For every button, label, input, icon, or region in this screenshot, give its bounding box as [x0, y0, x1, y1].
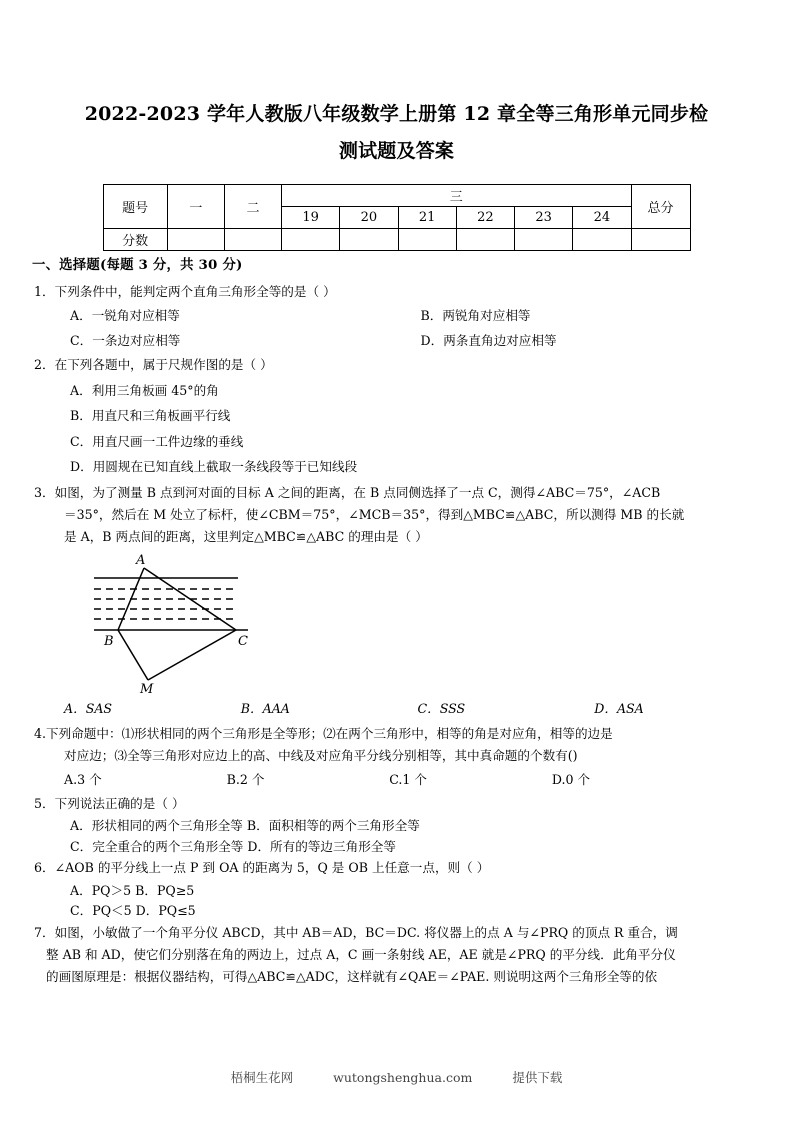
figure-label-A: A — [136, 553, 146, 569]
question-4-option-a[interactable]: A.3 个 — [64, 771, 102, 787]
exam-content — [0, 255, 793, 986]
question-1-options-row-1 — [34, 306, 771, 326]
score-table-group-three: 三 — [281, 185, 631, 207]
question-6-options-row-2[interactable]: C．PQ＜5 D．PQ≤5 — [70, 903, 196, 919]
figure-label-M: M — [140, 682, 154, 695]
score-table-subnum-19: 19 — [281, 207, 339, 229]
question-5-options-row-2[interactable]: C．完全重合的两个三角形全等 D．所有的等边三角形全等 — [70, 838, 396, 854]
question-4-stem-line-2: 对应边；⑶全等三角形对应边上的高、中线及对应角平分线分别相等，其中真命题的个数有() — [64, 748, 578, 764]
question-4 — [22, 724, 771, 790]
question-2-option-b[interactable]: B．用直尺和三角板画平行线 — [70, 408, 231, 424]
footer-action: 提供下载 — [512, 1070, 563, 1085]
question-7-stem-line-2: 整 AB 和 AD，使它们分别落在角的两边上，过点 A，C 画一条射线 AE，AE 就是∠PRQ 的平分线．此角平分仪 — [46, 947, 676, 963]
score-cell-one[interactable] — [167, 229, 224, 251]
question-4-option-d[interactable]: D.0 个 — [551, 771, 591, 787]
question-4-option-b[interactable]: B.2 个 — [226, 771, 265, 787]
score-table-subnum-20: 20 — [340, 207, 398, 229]
question-2-option-a[interactable]: A．利用三角板画 45°的角 — [70, 382, 219, 398]
score-table-total-header: 总分 — [631, 185, 690, 229]
question-3-option-c[interactable]: C．SSS — [417, 701, 466, 717]
score-cell-23[interactable] — [515, 229, 573, 251]
question-3-stem-line-3: 是 A，B 两点间的距离，这里判定△MBC≌△ABC 的理由是（ ） — [64, 528, 428, 544]
score-table — [103, 184, 691, 251]
question-1 — [22, 282, 771, 351]
question-5 — [22, 794, 771, 857]
question-6-stem: 6．∠AOB 的平分线上一点 P 到 OA 的距离为 5，Q 是 OB 上任意一点，则（ ） — [34, 860, 490, 876]
page-title-line-1: 2022-2023 学年人教版八年级数学上册第 12 章全等三角形单元同步检 — [84, 103, 709, 125]
question-2-option-c[interactable]: C．用直尺画一工件边缘的垂线 — [70, 433, 244, 449]
question-3-option-a[interactable]: A．SAS — [64, 701, 113, 717]
question-2-stem: 2．在下列各题中，属于尺规作图的是（ ） — [34, 357, 273, 373]
score-cell-21[interactable] — [398, 229, 456, 251]
figure-label-B: B — [104, 634, 114, 650]
question-1-options-row-2 — [34, 331, 771, 351]
score-table-col-two: 二 — [224, 185, 281, 229]
score-cell-24[interactable] — [573, 229, 631, 251]
question-2 — [22, 355, 771, 477]
score-cell-total[interactable] — [631, 229, 690, 251]
question-4-options — [34, 770, 771, 790]
question-3-option-b[interactable]: B．AAA — [240, 701, 290, 717]
question-7 — [22, 923, 771, 987]
score-table-subnum-23: 23 — [515, 207, 573, 229]
question-3-option-d[interactable]: D．ASA — [594, 701, 644, 717]
score-cell-two[interactable] — [224, 229, 281, 251]
table-row-header — [103, 185, 690, 207]
page-title — [0, 0, 793, 170]
question-3-options — [34, 699, 771, 719]
question-1-option-a[interactable]: A．一锐角对应相等 — [70, 308, 180, 324]
question-4-stem-line-1: 4.下列命题中：⑴形状相同的两个三角形是全等形；⑵在两个三角形中，相等的角是对应角，相等的边是 — [34, 725, 613, 741]
question-1-stem: 1．下列条件中，能判定两个直角三角形全等的是（ ） — [34, 283, 336, 299]
score-table-subnum-24: 24 — [573, 207, 631, 229]
question-6-options-row-1[interactable]: A．PQ＞5 B．PQ≥5 — [70, 882, 195, 898]
page-title-line-2: 测试题及答案 — [338, 140, 455, 162]
question-7-stem-line-1: 7．如图，小敏做了一个角平分仪 ABCD，其中 AB＝AD，BC＝DC. 将仪器上的点 A 与∠PRQ 的顶点 R 重合，调 — [34, 924, 678, 940]
question-2-option-d[interactable]: D．用圆规在已知直线上截取一条线段等于已知线段 — [70, 459, 358, 475]
footer-site-name: 梧桐生花网 — [230, 1070, 294, 1085]
question-5-stem: 5．下列说法正确的是（ ） — [34, 795, 185, 811]
section-heading-choice: 一、选择题(每题 3 分，共 30 分) — [32, 257, 243, 273]
score-cell-20[interactable] — [340, 229, 398, 251]
question-3-stem-line-1: 3．如图，为了测量 B 点到河对面的目标 A 之间的距离，在 B 点同侧选择了一点 C，测得∠ABC＝75°，∠ACB — [34, 484, 661, 500]
figure-label-C: C — [238, 634, 248, 650]
question-6 — [22, 858, 771, 921]
score-cell-19[interactable] — [281, 229, 339, 251]
footer-url[interactable]: wutongshenghua.com — [333, 1070, 473, 1085]
segment-BM — [118, 630, 148, 680]
score-cell-22[interactable] — [456, 229, 514, 251]
question-3-figure — [86, 552, 276, 694]
question-1-option-d[interactable]: D．两条直角边对应相等 — [420, 332, 557, 348]
score-table-subnum-22: 22 — [456, 207, 514, 229]
question-1-option-c[interactable]: C．一条边对应相等 — [70, 332, 181, 348]
question-7-stem-line-3: 的画图原理是：根据仪器结构，可得△ABC≌△ADC，这样就有∠QAE＝∠PAE. 则说明这两个三角形全等的依 — [46, 968, 658, 984]
question-4-option-c[interactable]: C.1 个 — [389, 771, 428, 787]
triangle-river-diagram — [86, 552, 276, 694]
table-row-scores — [103, 229, 690, 251]
question-3-stem-line-2: ＝35°，然后在 M 处立了标杆，使∠CBM＝75°，∠MCB＝35°，得到△MBC≌△ABC，所以测得 MB 的长就 — [64, 507, 685, 523]
score-table-col-one: 一 — [167, 185, 224, 229]
score-table-container — [0, 184, 793, 251]
question-3 — [22, 483, 771, 719]
score-table-label-question-no: 题号 — [103, 185, 167, 229]
question-5-options-row-1[interactable]: A．形状相同的两个三角形全等 B．面积相等的两个三角形全等 — [70, 818, 420, 834]
question-1-option-b[interactable]: B．两锐角对应相等 — [420, 308, 531, 324]
page-footer — [0, 1068, 793, 1086]
score-table-subnum-21: 21 — [398, 207, 456, 229]
score-table-label-score: 分数 — [103, 229, 167, 251]
segment-CM — [148, 630, 236, 680]
